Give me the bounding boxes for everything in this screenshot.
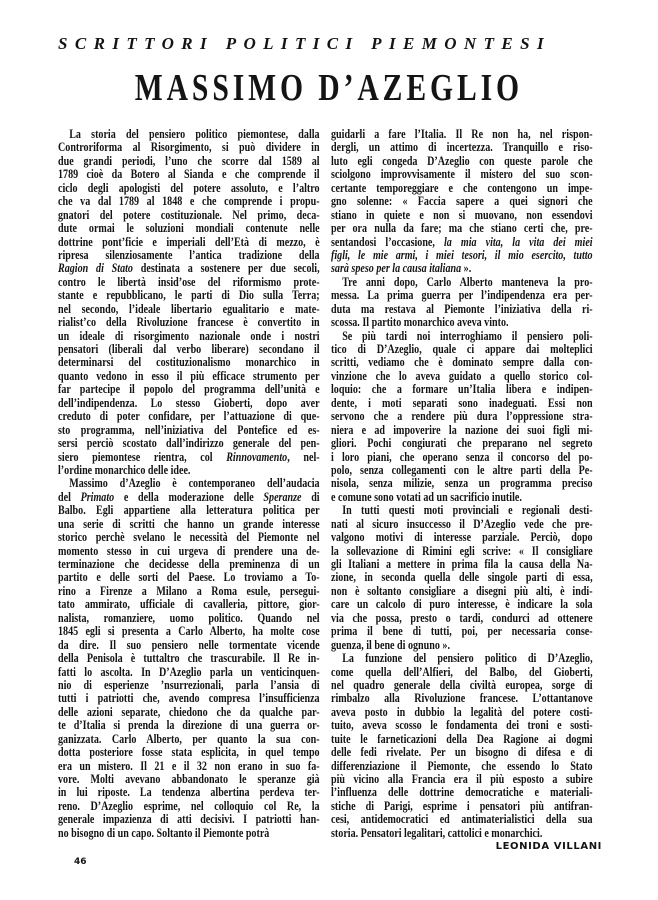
text-segment: , nel- [287,449,320,464]
italic-text: la mia vita, la vita dei miei [443,234,593,249]
italic-text: Primato [80,489,115,504]
text-line [331,249,593,262]
text-line [58,262,320,275]
text-line: fatti lo ascolta. In D’Azeglio parla un venticinquen- [58,664,320,679]
text-line: 1845 egli si presenta a Carlo Alberto, ha molte cose [58,624,320,639]
text-line: delle fedi rivelate. Per un bisogno di difesa e di [331,745,593,760]
text-line: valgono motivi di interesse parziale. Perciò, dopo [331,530,593,545]
text-line: nio di esperienze ’nsurrezionali, parla l’ansia di [58,677,320,692]
text-line: rino a Firenze a Milano a Roma esule, persegui- [58,583,320,598]
text-line: creduto di poter confidare, per l’attuazione di que- [58,409,320,424]
article-title-text: MASSIMO D’AZEGLIO [134,67,524,109]
text-line: dente, i moti separati sono inadeguati. Essi non [331,395,593,410]
text-line: reno. D’Azeglio esprime, nel colloquio col Re, la [58,798,320,813]
text-line: più vicino alla Francia era il più esposto a subire [331,772,593,786]
text-line: dottrine pont’ficie e imperiali dell’Età di mezzo, è [58,234,320,249]
text-line: tato ammirato, ufficiale di cavalleria, pittore, gior- [58,597,320,612]
text-line: La storia del pensiero politico piemontese, dalla [69,127,320,141]
text-line: vinzione che lo aveva guidato a quello storico col- [331,368,593,383]
text-line [58,451,320,464]
text-line: sciolgono improvvisamente il mistero del suo scon- [331,167,593,182]
text-segment: ». [461,261,472,276]
text-line: stante e repubblicano, le parti di Dio sulla Terra; [58,288,320,303]
text-line: certante temporeggiare e che contengono un impe- [331,180,593,195]
text-line: nalista, romanziere, uomo politico. Quando nel [58,610,320,625]
text-line: messa. La prima guerra per l’indipendenza era per- [331,288,593,303]
text-line: nisola, senza milizie, senza un programma preciso [331,476,593,491]
text-line: nel secondo, l’ideale libertario egualitario e mate- [58,301,320,316]
paragraph [331,504,593,652]
text-line: sto programma, nell’iniziativa del Pontefice ed es- [58,422,320,437]
italic-text: Speranze [263,489,302,504]
text-line: generale impazienza di atti decisivi. I patriotti han- [58,812,320,827]
italic-text: figli, le mie armi, i miei tesori, il mio esercito, tutto [331,247,593,262]
text-line: 1789 cioè da Botero al Sianda e che comprende il [58,167,320,182]
text-line: gliori. Pochi congiurati che preparano nel segreto [331,436,593,451]
text-line: ripresa silenziosamente l’antica tradizione della [58,247,320,262]
text-line: determinarsi del costituzionalismo monarchico in [58,355,320,370]
text-line: guidarli a fare l’Italia. Il Re non ha, nel rispon- [331,127,593,141]
text-line: ganizzata. Carlo Alberto, per quanto la sua con- [58,731,320,746]
italic-text: sarà speso per la causa italiana [331,261,462,276]
text-line: dute ormai le soluzioni mondiali contenute nelle [58,221,320,236]
text-line: una serie di scritti che hanno un grande interesse [58,516,320,531]
section-kicker: SCRITTORI POLITICI PIEMONTESI [58,34,551,53]
text-line: differenziazione il Piemonte, che essendo lo Stato [331,758,593,773]
text-line: guenza, il bene di ognuno ». [331,637,450,652]
text-line: stiche di Parigi, esprime i pensatori più antifran- [331,798,593,813]
text-line: nati al sicuro insuccesso il D’Azeglio vede che pre- [331,516,593,531]
text-line: care un calcolo di puro interesse, è indicare la sola [331,597,593,612]
text-line: te d’Italia si prenda la direzione di una guerra or- [58,718,320,733]
author-signature: LEONIDA VILLANI [495,841,602,852]
text-line: era un mistero. Il 21 e il 32 non erano in suo fa- [58,758,320,773]
text-line: via che possa, presto o tardi, condurci ad ottenere [331,610,593,625]
text-segment: del [58,489,81,504]
text-line: storia. Pensatori legalitari, cattolici e monarchici. [331,825,543,840]
text-line: stiano in quiete e non si muovano, non essendovi [331,207,593,222]
text-line: momento stesso in cui urgeva di prendere una de- [58,543,320,558]
text-line: e comune sono votati ad un sacrificio inutile. [331,489,522,504]
text-line: la sollevazione di Rimini egli scrive: « Il consigliare [331,543,593,558]
paragraph [331,652,593,840]
text-line: non è soltanto consigliare a disegni più alti, è indi- [331,583,593,598]
text-line: da dire. Il suo pensiero nelle tormentate vicende [58,637,320,652]
text-line: per ora nulla da fare; ma che stiano certi che, pre- [331,221,593,236]
text-line: dell’indipendenza. Lo stesso Gioberti, dopo aver [58,395,320,410]
text-line: no bisogno di un capo. Soltanto il Piemonte potrà [58,825,270,840]
text-line: far partecipe il popolo del programma dell’unità e [58,382,320,397]
text-line: prima il bene di tutti, poi, per necessaria conse- [331,624,593,639]
text-line: gno solenne: « Faccia sapere a quei signori che [331,194,593,209]
italic-text: Rinnovamento [226,449,288,464]
text-line: ciclo degli apologisti del potere assoluto, e l’altro [58,180,320,195]
text-line: gnatori del potere costituzionale. Nel primo, deca- [58,207,320,222]
text-line: vore. Molti avevano abbandonato le speranze già [58,772,320,786]
paragraph [331,128,593,276]
text-segment: siero piemontese rientra, col [58,449,227,464]
text-column-right [331,128,593,840]
paragraph [58,128,320,477]
text-line: Tre anni dopo, Carlo Alberto manteneva la pro- [342,274,593,289]
text-line: pensatori (liberali dal verbo liberare) secondano il [58,342,320,356]
text-line: rialist’co della Rivoluzione francese è convertito in [58,315,320,330]
text-line: aveva posto in dubbio la legalità del potere costi- [331,704,593,719]
text-line: Se più tardi noi interroghiamo il pensiero poli- [342,328,593,343]
text-line: luto egli congeda D’Azeglio con queste parole che [331,153,593,168]
text-line: due grandi periodi, l’uno che scorre dal 1589 al [58,153,320,168]
text-line: delle azioni separate, chiedono che da qualche par- [58,704,320,719]
text-line: duta ma restava al Piemonte l’iniziativa della ri- [331,301,593,316]
text-segment: destinata a sostenere per due secoli, [132,261,320,276]
text-line: partito e delle sorti del Paese. Lo troviamo a To- [58,570,320,585]
text-column-left [58,128,320,840]
text-line: i loro piani, che operano senza il concorso del po- [331,449,593,464]
text-line: sersi perciò scostato dall’indirizzo generale del pen- [58,436,320,451]
text-line: nel quadro generale della civiltà europea, sorge di [331,677,593,692]
text-line: tutti i patriotti che, avendo compresa l’insufficienza [58,691,320,706]
text-line [58,491,320,504]
text-line [331,236,593,249]
page-number: 46 [74,857,87,867]
text-line: l’influenza delle dottrine democratiche e materiali- [331,785,593,800]
text-line [331,262,593,275]
text-line: La funzione del pensiero politico di D’Azeglio, [342,651,593,666]
text-line: storico perchè svelano le necessità del Piemonte nel [58,530,320,545]
text-line: in lui riposte. La tendenza albertina perdeva ter- [58,785,320,800]
text-line: terminazione che decidesse della preminenza di un [58,557,320,571]
text-segment: sentandosi l’occasione, [331,234,444,249]
paragraph [331,330,593,505]
text-line: tuito, aveva scosso le fondamenta dei troni e sosti- [331,718,593,733]
paragraph [331,276,593,330]
text-line: tico di D’Azeglio, quale ci appare dai molteplici [331,342,593,356]
text-line: l’ordine monarchico delle idee. [58,462,191,477]
italic-text: Ragion di Stato [58,261,133,276]
text-line: scossa. Il partito monarchico aveva vinto. [331,315,509,330]
text-line: che va dal 1789 al 1848 e che comprende i propu- [58,194,320,209]
text-line: Massimo d’Azeglio è contemporaneo dell’audacia [69,476,320,491]
text-line: In tutti questi moti provinciali e regionali desti- [342,503,593,518]
text-line: Controriforma al Risorgimento, si può dividere in [58,140,320,155]
text-line: cesi, antidemocratici ed antimaterialistici della sua [331,812,593,827]
text-line: dotta posteriore fosse stata esplicita, in quel tempo [58,745,320,760]
article-title [0,66,658,110]
text-line: Balbo. Egli appartiene alla letteratura politica per [58,503,320,518]
text-line: scritti, vediamo che è dominato sempre dalla con- [331,355,593,370]
text-segment: di [301,489,320,504]
text-line: contro le libertà insid’ose del riformismo prote- [58,274,320,289]
text-segment: e della moderazione delle [114,489,264,504]
text-line: della Penisola è tuttaltro che trascurabile. Il Re in- [58,651,320,666]
text-line: rimbalzo alla Rivoluzione francese. L’ottantanove [331,691,593,706]
text-line: niera e ad impoverire la nazione dei suoi figli mi- [331,422,593,437]
text-line: dergli, un attimo di incertezza. Tranquillo e riso- [331,140,593,155]
text-line: come quella dell’Alfieri, del Balbo, del Gioberti, [331,664,593,679]
text-line: gli Italiani a mettere in prima fila la causa della Na- [331,557,593,571]
paragraph [58,477,320,840]
text-line: un ideale di risorgimento nazionale onde i nostri [58,328,320,343]
text-line: zione, in seconda quella delle singole parti di essa, [331,570,593,585]
text-line: servono che a rendere più dura l’oppressione stra- [331,409,593,424]
text-line: loquio: che a formare un’Italia libera e indipen- [331,382,593,397]
text-line: tuite le farneticazioni della Dea Ragione ai dogmi [331,731,593,746]
text-line: polo, senza collegamenti con le altre parti della Pe- [331,462,593,477]
text-line: quanto vedono in esso il più efficace strumento per [58,368,320,383]
